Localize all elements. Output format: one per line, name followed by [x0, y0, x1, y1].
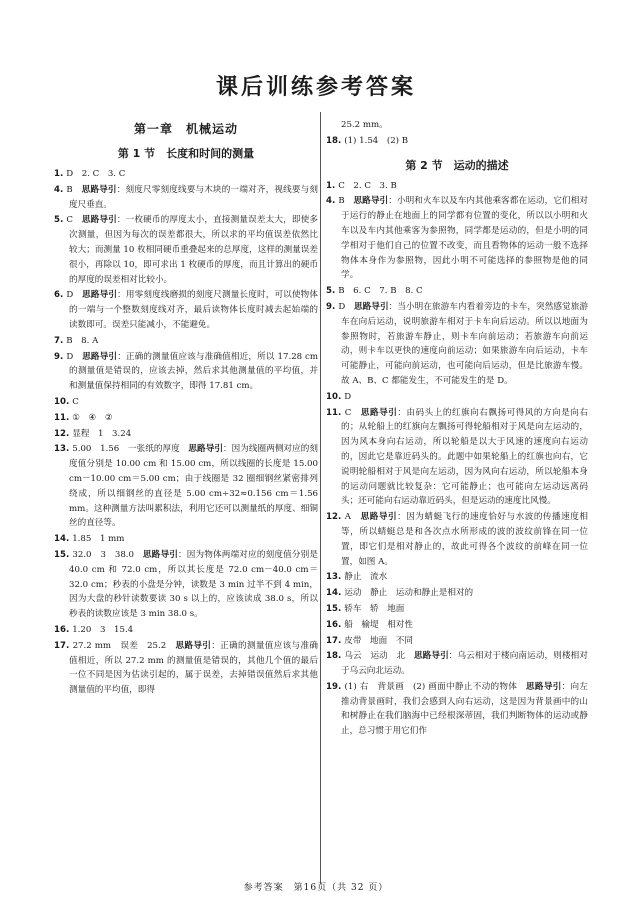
- explanation-text: ：因为物体两端对应的刻度值分别是 40.0 cm 和 72.0 cm，所以其长度是 72.0 cm－40.0 cm＝32.0 cm；秒表的小盘是分钟，读数是 3 min 过半不到 4 min，因为大盘的秒针读数要读 30 s 以上的，应该读成 38.0 s，所以秒表的读数应该是 3 min 38.0 s。: [69, 549, 318, 620]
- answer-text: 皮带 地面 不同: [344, 635, 413, 646]
- answer-text: 1.85 1 mm: [72, 534, 125, 545]
- right-answer-list-a: [326, 134, 588, 149]
- left-column: [54, 114, 318, 699]
- hint-label: 思路导引: [81, 184, 117, 195]
- answer-text: C: [72, 396, 79, 407]
- answer-number: 1.: [54, 169, 67, 179]
- answer-text: 32.0 3 38.0: [72, 549, 143, 560]
- left-answer-list: [54, 167, 318, 698]
- answer-item: [54, 350, 318, 394]
- answer-text: D: [344, 391, 352, 402]
- explanation-text: ：向左推动背景画时，我们会感到人向右运动，这是因为背景画中的山和树静止在我们脑海中已经根深蒂固，我们判断物体的运动或静止，总习惯于用它们作: [341, 681, 588, 737]
- carry-over-text: 25.2 mm。: [341, 120, 388, 130]
- answer-text: D: [338, 301, 354, 312]
- right-column: [326, 118, 588, 740]
- right-answer-list-b: [326, 179, 588, 739]
- answer-text: 轿车 轿 地面: [344, 603, 405, 614]
- answer-item: [54, 183, 318, 213]
- answer-number: 7.: [54, 335, 67, 346]
- hint-label: 思路导引: [360, 512, 398, 523]
- answer-text: B: [338, 196, 354, 207]
- answer-item: [326, 618, 588, 633]
- chapter-heading: 第一章 机械运动: [133, 122, 238, 136]
- page-footer: 参考答案 第16页（共 32 页）: [243, 883, 389, 893]
- answer-item: [326, 179, 588, 194]
- answer-item: [54, 427, 318, 442]
- answer-item: [326, 194, 588, 283]
- column-divider: [320, 112, 321, 884]
- answer-item: [326, 406, 588, 510]
- explanation-text: ：因为线圈两侧对应的刻度值分别是 10.00 cm 和 15.00 cm，所以线圈的长度是 15.00 cm－10.00 cm＝5.00 cm；由于线圈是 32 圈细钢丝紧密排列绕成，所以细钢丝的直径是 5.00 cm÷32≈0.156 cm＝1.56 mm。这种测量方法叫累积法，利用它还可以测量纸的厚度、细铜丝的直径等。: [69, 444, 318, 529]
- answer-item: [326, 649, 588, 679]
- answer-item: [326, 510, 588, 569]
- answer-number: 5.: [54, 215, 67, 226]
- answer-text: C: [344, 407, 361, 418]
- explanation-text: ：乌云相对于楼向南运动，则楼相对于乌云向北运动。: [341, 651, 588, 677]
- answer-item: [326, 284, 588, 299]
- answer-item: [54, 411, 318, 426]
- answer-number: 18.: [326, 135, 345, 146]
- answer-number: 12.: [54, 428, 73, 439]
- answer-number: 13.: [326, 572, 345, 583]
- answer-text: B 8. A: [66, 335, 99, 346]
- answer-item: [54, 213, 318, 287]
- answer-text: B 6. C 7. B 8. C: [338, 286, 423, 297]
- page-title: 课后训练参考答案: [215, 75, 416, 100]
- answer-item: [54, 442, 318, 531]
- hint-label: 思路导引: [81, 215, 117, 226]
- answer-text: C: [66, 215, 82, 226]
- hint-label: 思路导引: [82, 290, 118, 301]
- answer-number: 4.: [54, 184, 67, 195]
- answer-number: 17.: [326, 635, 345, 646]
- answer-number: 15.: [326, 603, 345, 614]
- answer-number: 14.: [54, 534, 73, 545]
- hint-label: 思路导引: [353, 301, 389, 312]
- answer-item: [326, 634, 588, 649]
- answer-number: 9.: [326, 301, 339, 312]
- answer-item: [54, 167, 318, 182]
- answer-item: [54, 548, 318, 622]
- answer-text: D 2. C 3. C: [66, 169, 126, 179]
- answer-item: [326, 570, 588, 585]
- answer-item: [326, 390, 588, 405]
- hint-label: 思路导引: [175, 640, 212, 651]
- answer-text: D: [66, 351, 83, 362]
- answer-number: 18.: [326, 651, 345, 662]
- answer-item: [326, 680, 588, 739]
- answer-number: 5.: [326, 286, 339, 297]
- section-heading-2: 第 2 节 运动的描述: [405, 158, 509, 172]
- answer-number: 1.: [326, 180, 339, 191]
- section-heading-1: 第 1 节 长度和时间的测量: [117, 147, 255, 160]
- answer-text: B: [66, 184, 82, 195]
- explanation-text: ：小明和火车以及车内其他乘客都在运动，它们相对于运行的静止在地面上的同学都有位置的变化，所以以小明和火车以及车内其他乘客为参照物，同学都是运动的，但是小明的同学相对于他们自己的位置不改变，而且看物体的运动一般不选择物体本身作为参照物，因此小明不可能选择的参照物是他的同学。: [341, 196, 588, 281]
- explanation-text: ：一枚硬币的厚度太小，直接测量误差太大，即使多次测量，但因为每次的误差都很大，所以求的平均值误差依然比较大；而测量 10 枚相同硬币重叠起来的总厚度，这样的测量误差很小，再除以 10，即可求出 1 枚硬币的厚度，而且计算出的硬币的厚度的误差相对比较小。: [69, 215, 318, 285]
- explanation-text: ：由码头上的红旗向右飘扬可得风的方向是向右的；从轮船上的红旗向左飘扬可得轮船相对于风是向左运动的，因为风本身向右运动，所以轮船是以大于风速的速度向右运动的，因此它是靠近码头的。此题中如果轮船上的红旗也向右，它说明轮船相对于风是向左运动，因为风向右运动，所以轮船本身的运动问题就比较复杂：它可能静止；也可能向左运动远离码头；还可能向右运动靠近码头，但是运动的速度比风慢。: [341, 407, 588, 507]
- answer-text: (1) 右 背景画 (2) 画面中静止不动的物体: [344, 681, 527, 692]
- answer-item: [54, 639, 318, 698]
- answer-text: A: [344, 512, 361, 523]
- answer-number: 9.: [54, 351, 67, 362]
- answer-text: ① ④ ②: [72, 412, 113, 423]
- answer-number: 16.: [326, 619, 345, 630]
- answer-item: [54, 288, 318, 332]
- answer-text: C 2. C 3. B: [338, 180, 397, 191]
- answer-item: [326, 602, 588, 617]
- answer-number: 13.: [54, 444, 73, 455]
- answer-number: 19.: [326, 681, 345, 692]
- answer-text: (1) 1.54 (2) B: [344, 135, 409, 146]
- answer-text: 静止 流水: [344, 572, 388, 583]
- explanation-text: ：正确的测量值应该与准确值相近，所以 17.28 cm 的测量值是错误的，应该去掉，然后求其他测量值的平均值，并和测量值保持相同的有效数字，即得 17.81 cm。: [69, 351, 318, 392]
- answer-item: [54, 623, 318, 638]
- answer-number: 10.: [326, 391, 345, 402]
- answer-number: 15.: [54, 549, 73, 560]
- answer-item: [326, 300, 588, 389]
- answer-item: [54, 395, 318, 410]
- answer-number: 11.: [326, 407, 345, 418]
- hint-label: 思路导引: [526, 681, 562, 692]
- answer-text: D: [66, 290, 83, 301]
- hint-label: 思路导引: [142, 549, 178, 560]
- answer-number: 14.: [326, 588, 345, 599]
- hint-label: 思路导引: [413, 651, 449, 662]
- hint-label: 思路导引: [353, 196, 389, 207]
- answer-text: 运动 静止 运动和静止是相对的: [344, 588, 474, 599]
- explanation-text: ：因为蜻蜓飞行的速度恰好与水波的传播速度相等，所以蜻蜓总是和各次点水所形成的波的波纹前锋在同一位置，即它们是相对静止的，故此可得各个波纹的前峰在同一位置，如图 A。: [341, 512, 588, 567]
- answer-item: [326, 134, 588, 149]
- answer-text: 1.20 3 15.4: [72, 624, 134, 635]
- answer-item: [326, 586, 588, 601]
- answer-text: 乌云 运动 北: [344, 651, 414, 662]
- answer-number: 17.: [54, 640, 73, 651]
- answer-text: 船 榆堤 相对性: [344, 619, 413, 630]
- answer-number: 12.: [326, 512, 345, 523]
- answer-number: 10.: [54, 396, 73, 407]
- answer-number: 16.: [54, 624, 73, 635]
- hint-label: 思路导引: [360, 407, 398, 418]
- answer-item: [54, 334, 318, 349]
- answer-text: 5.00 1.56 一张纸的厚度: [72, 444, 189, 455]
- explanation-text: ：当小明在旅游车内看着旁边的卡车，突然感觉旅游车在向后运动，说明旅游车相对于卡车向后运动。所以以地面为参照物时，若旅游车静止，则卡车向前运动；若旅游车向前运动，则卡车以更快的速度向前运动；如果旅游车向后运动，卡车可能静止，可能向前运动，也可能向后运动，但是比旅游车慢。故 A、B、C 都能发生，不可能发生的是 D。: [341, 301, 588, 386]
- explanation-text: ：用零刻度线磨损的刻度尺测量长度时，可以使物体的一端与一个整数刻度线对齐，最后读物体长度时减去起始端的读数即可。误差只能减小，不能避免。: [69, 290, 318, 330]
- answer-number: 4.: [326, 196, 339, 207]
- answer-text: 显程 1 3.24: [72, 428, 132, 439]
- hint-label: 思路导引: [82, 351, 118, 362]
- hint-label: 思路导引: [188, 444, 223, 455]
- answer-number: 6.: [54, 290, 67, 301]
- answer-text: 27.2 mm 误差 25.2: [72, 640, 176, 651]
- answer-item: [54, 532, 318, 547]
- answer-number: 11.: [54, 412, 73, 423]
- explanation-text: ：正确的测量值应该与准确值相近，所以 27.2 mm 的测量值是错误的，其他几个值的最后一位不同是因为估读引起的，属于误差，去掉错误值然后求其他测量值的平均值，即得: [69, 640, 318, 696]
- explanation-text: ：刻度尺零刻度线要与木块的一端对齐，视线要与刻度尺垂直。: [69, 184, 318, 210]
